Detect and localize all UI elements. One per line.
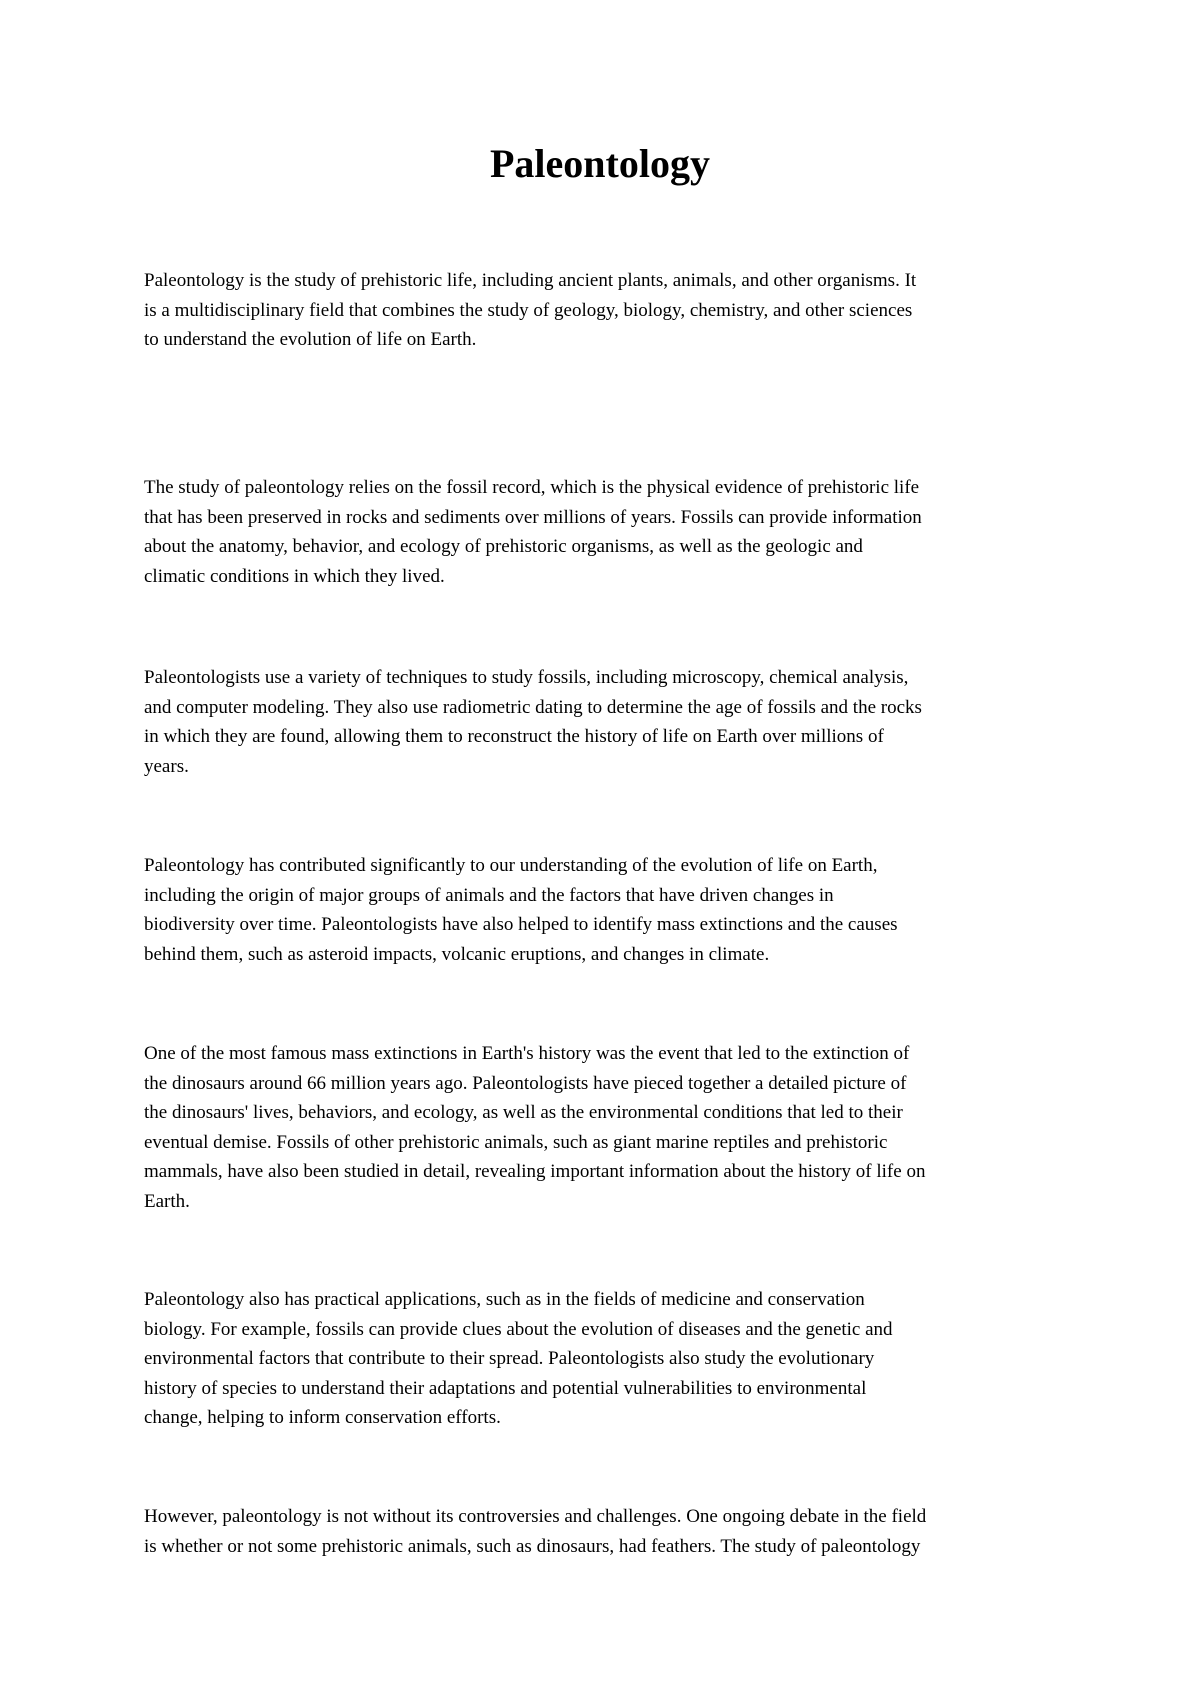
paragraph-line: that has been preserved in rocks and sediments over millions of years. Fossils can provide information: [144, 506, 922, 528]
paragraph-line: in which they are found, allowing them to reconstruct the history of life on Earth over millions of: [144, 726, 884, 747]
paragraph-line: Paleontologists use a variety of techniques to study fossils, including microscopy, chemical analysis,: [144, 667, 909, 688]
paragraph-applications: [144, 1285, 1069, 1433]
paragraph-mass-extinction: [144, 1039, 1069, 1216]
paragraph-techniques: [144, 663, 1069, 781]
paragraph-line: climatic conditions in which they lived.: [144, 565, 445, 587]
paragraph-line: mammals, have also been studied in detail, revealing important information about the history of life on: [144, 1161, 926, 1182]
paragraph-line: biodiversity over time. Paleontologists have also helped to identify mass extinctions and the causes: [144, 914, 898, 935]
paragraph-controversies: [144, 1502, 1069, 1561]
paragraph-line: and computer modeling. They also use radiometric dating to determine the age of fossils and the rocks: [144, 696, 922, 718]
paragraph-line: Paleontology also has practical applications, such as in the fields of medicine and conservation: [144, 1289, 865, 1310]
paragraph-line: about the anatomy, behavior, and ecology of prehistoric organisms, as well as the geologic and: [144, 536, 863, 557]
paragraph-line: biology. For example, fossils can provide clues about the evolution of diseases and the genetic and: [144, 1318, 893, 1340]
paragraph-line: The study of paleontology relies on the fossil record, which is the physical evidence of prehistoric life: [144, 477, 920, 498]
paragraph-line: the dinosaurs around 66 million years ago. Paleontologists have pieced together a detailed picture of: [144, 1072, 907, 1094]
paragraph-line: Paleontology has contributed significantly to our understanding of the evolution of life on Earth,: [144, 855, 878, 876]
paragraph-line: One of the most famous mass extinctions in Earth's history was the event that led to the extinction of: [144, 1043, 910, 1064]
paragraph-line: However, paleontology is not without its controversies and challenges. One ongoing debate in the field: [144, 1506, 927, 1527]
paragraph-line: is a multidisciplinary field that combines the study of geology, biology, chemistry, and other sciences: [144, 299, 913, 321]
paragraph-line: environmental factors that contribute to their spread. Paleontologists also study the evolutionary: [144, 1348, 875, 1369]
paragraph-line: eventual demise. Fossils of other prehistoric animals, such as giant marine reptiles and prehistoric: [144, 1131, 888, 1153]
paragraph-line: Paleontology is the study of prehistoric life, including ancient plants, animals, and other organisms. It: [144, 270, 917, 291]
paragraph-line: Earth.: [144, 1190, 190, 1212]
paragraph-line: behind them, such as asteroid impacts, volcanic eruptions, and changes in climate.: [144, 943, 770, 965]
paragraph-contributions: [144, 851, 1069, 969]
paragraph-line: is whether or not some prehistoric animals, such as dinosaurs, had feathers. The study of paleontology: [144, 1535, 921, 1557]
paragraph-line: to understand the evolution of life on Earth.: [144, 329, 477, 350]
paragraph-intro: [144, 266, 1069, 355]
paragraph-line: history of species to understand their adaptations and potential vulnerabilities to environmental: [144, 1377, 867, 1399]
paragraph-line: including the origin of major groups of animals and the factors that have driven changes in: [144, 884, 834, 906]
paragraph-fossil-record: [144, 473, 1069, 591]
paragraph-line: change, helping to inform conservation efforts.: [144, 1407, 501, 1428]
document-title: Paleontology: [490, 141, 710, 186]
paragraph-line: the dinosaurs' lives, behaviors, and ecology, as well as the environmental conditions that led to their: [144, 1102, 903, 1123]
paragraph-line: years.: [144, 755, 189, 777]
